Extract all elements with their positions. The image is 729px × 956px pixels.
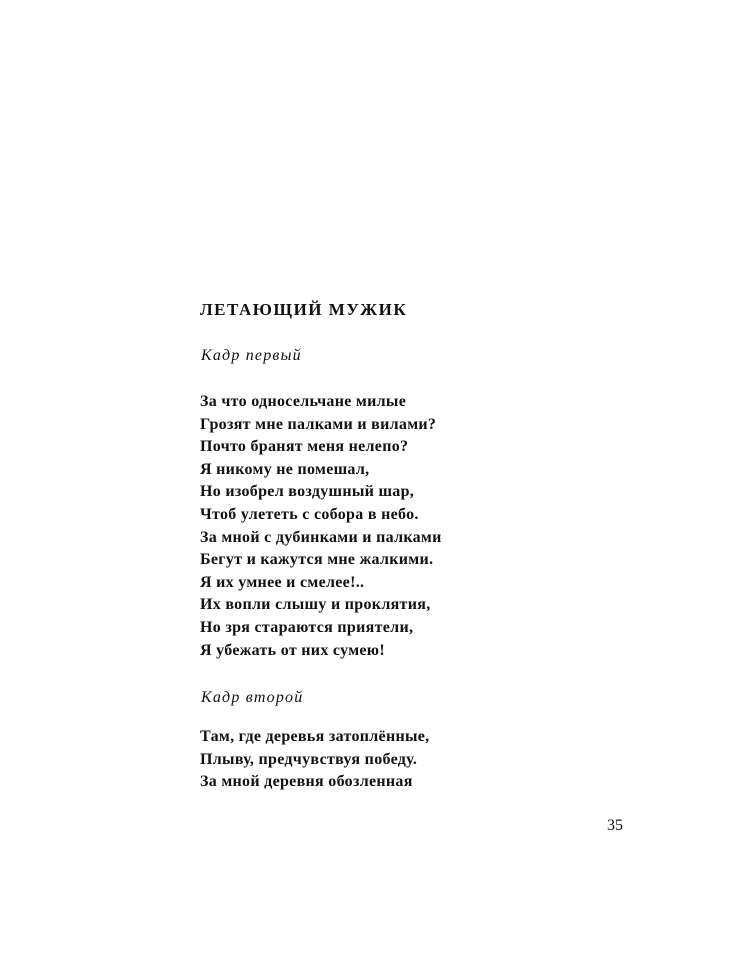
poem-line: За мной деревня обозленная (200, 773, 413, 791)
poem-line: Чтоб улететь с собора в небо. (200, 505, 419, 523)
poem-line: Но изобрел воздушный шар, (200, 483, 415, 501)
section-heading-second-shot: Кадр второй (201, 689, 304, 706)
poem-line: За мной с дубинками и палками (200, 528, 442, 546)
poem-line: Грозят мне палками и вилами? (200, 415, 437, 433)
poem-title: ЛЕТАЮЩИЙ МУЖИК (200, 300, 408, 319)
poem-line: Их вопли слышу и проклятия, (200, 596, 431, 614)
poem-line: Там, где деревья затоплённые, (200, 728, 430, 745)
poem-line: Я их умнее и смелее!.. (200, 573, 365, 591)
poem-line: Плыву, предчувствуя победу. (200, 750, 418, 768)
poem-line: Почто бранят меня нелепо? (200, 438, 409, 456)
poem-line: За что односельчане милые (200, 393, 407, 410)
poem-line: Бегут и кажутся мне жалкими. (200, 551, 434, 569)
poem-line: Но зря стараются приятели, (200, 618, 414, 636)
poem-line: Я никому не помешал, (200, 460, 370, 478)
poem-line: Я убежать от них сумею! (200, 641, 385, 659)
section-heading-first-shot: Кадр первый (201, 347, 302, 364)
stanza-second-shot (200, 726, 429, 794)
stanza-first-shot (200, 391, 442, 662)
page-number: 35 (607, 817, 623, 834)
